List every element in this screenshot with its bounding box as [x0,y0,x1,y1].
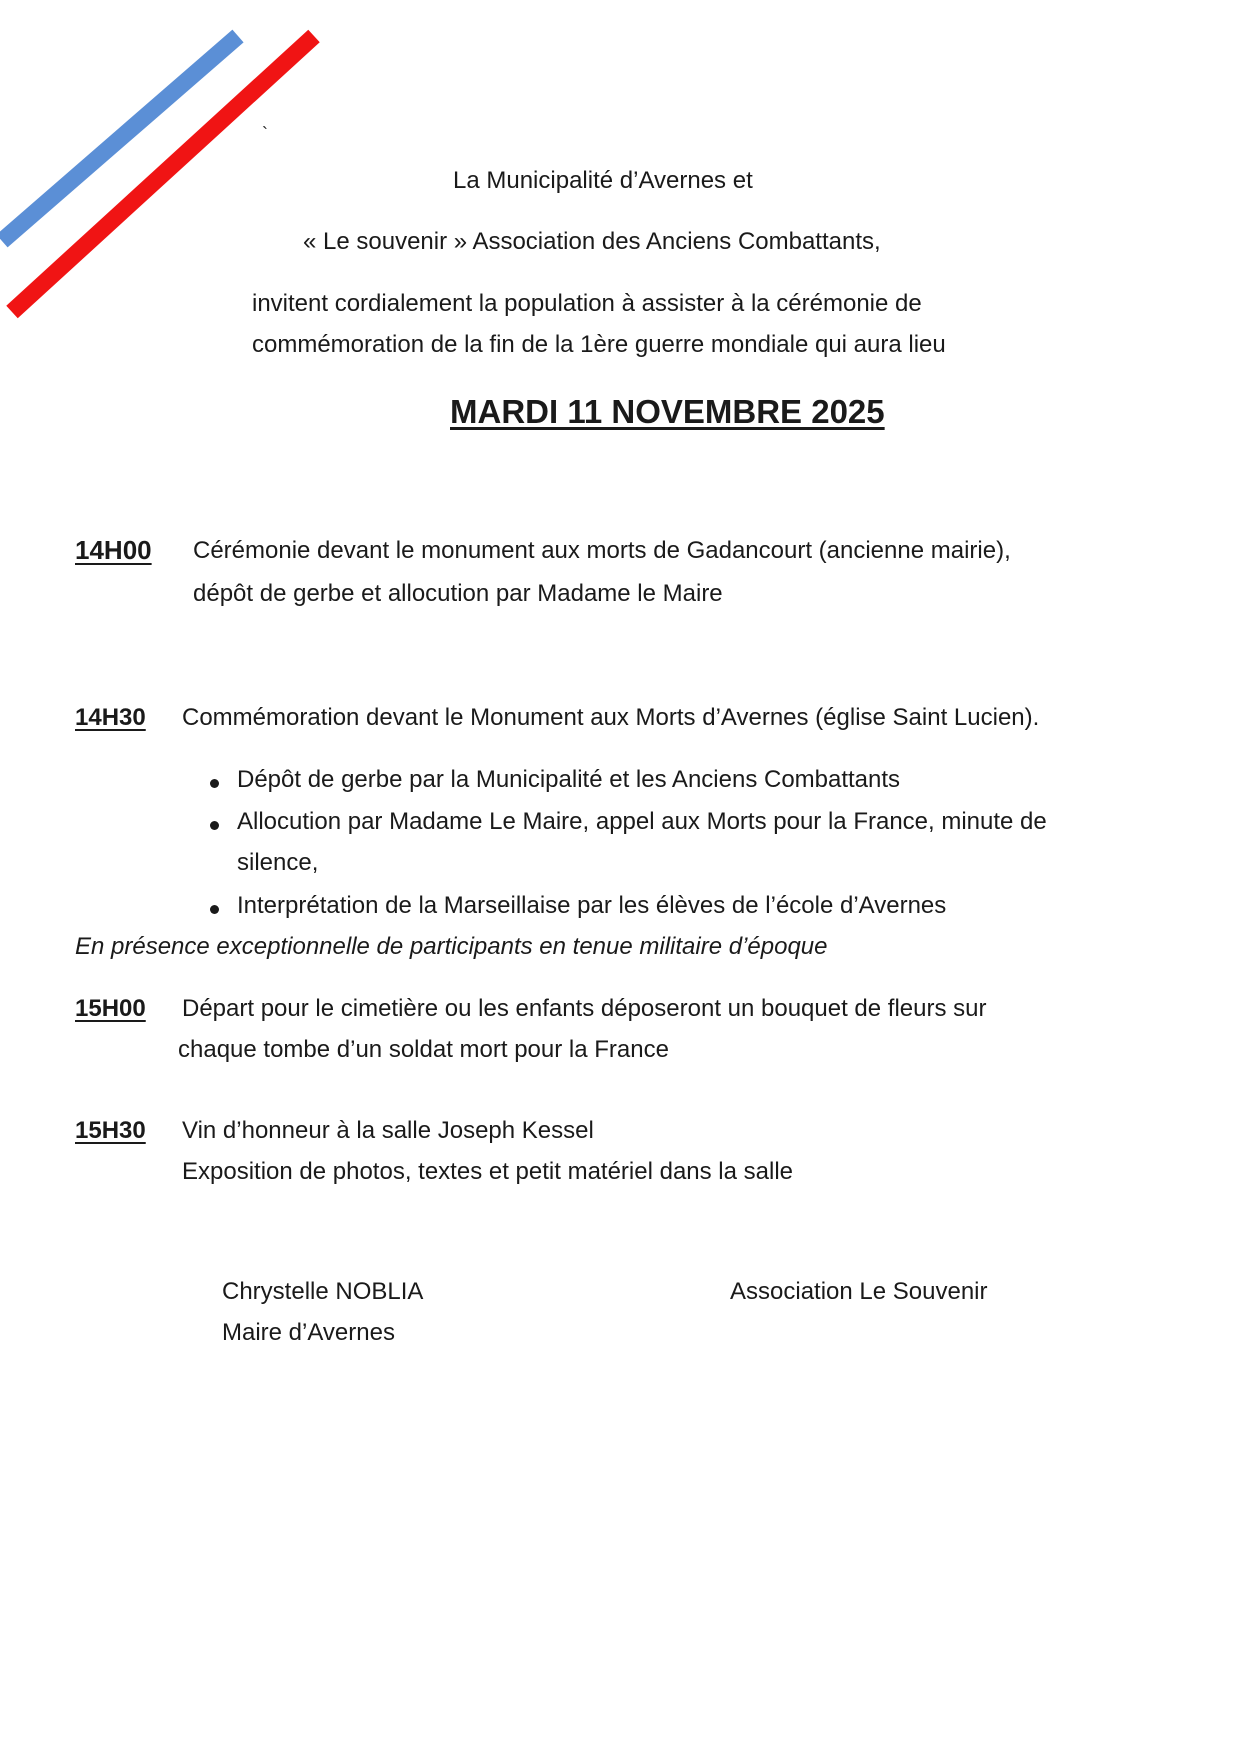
header-line-invitation-1: invitent cordialement la population à assister à la cérémonie de [252,290,922,317]
bullet-item-allocution: Allocution par Madame Le Maire, appel aux Morts pour la France, minute de [237,808,1047,835]
event-15h30-line-1: Vin d’honneur à la salle Joseph Kessel [182,1117,594,1144]
bullet-item-marseillaise: Interprétation de la Marseillaise par les élèves de l’école d’Avernes [237,892,947,919]
event-14h30-line-1: Commémoration devant le Monument aux Morts d’Avernes (église Saint Lucien). [182,704,1040,731]
header-mark: ` [262,124,268,144]
header-line-invitation-2: commémoration de la fin de la 1ère guerre mondiale qui aura lieu [252,331,946,358]
bullet-dot [210,821,219,830]
bullet-item-gerbe: Dépôt de gerbe par la Municipalité et les Anciens Combattants [237,766,901,793]
time-15h30: 15H30 [75,1117,146,1144]
signature-association: Association Le Souvenir [730,1278,988,1305]
signature-mayor-name: Chrystelle NOBLIA [222,1278,424,1305]
time-14h30: 14H30 [75,704,146,731]
event-note: En présence exceptionnelle de participants en tenue militaire d’époque [75,933,828,960]
header-line-association: « Le souvenir » Association des Anciens Combattants, [303,228,881,255]
event-15h00-line-2: chaque tombe d’un soldat mort pour la France [178,1036,669,1063]
bullet-dot [210,779,219,788]
header-line-municipality: La Municipalité d’Avernes et [453,167,753,194]
event-15h00-line-1: Départ pour le cimetière ou les enfants déposeront un bouquet de fleurs sur [182,995,987,1022]
signature-mayor-role: Maire d’Avernes [222,1319,395,1346]
time-14h00: 14H00 [75,535,152,565]
event-14h00-line-2: dépôt de gerbe et allocution par Madame le Maire [193,580,723,607]
event-14h00-line-1: Cérémonie devant le monument aux morts de Gadancourt (ancienne mairie), [193,537,1011,564]
tricolor-stripes [0,0,330,330]
event-15h30-line-2: Exposition de photos, textes et petit matériel dans la salle [182,1158,794,1185]
bullet-dot [210,905,219,914]
bullet-item-allocution-cont: silence, [237,849,319,876]
time-15h00: 15H00 [75,995,146,1022]
red-stripe [12,36,314,312]
page-title: MARDI 11 NOVEMBRE 2025 [450,393,885,430]
